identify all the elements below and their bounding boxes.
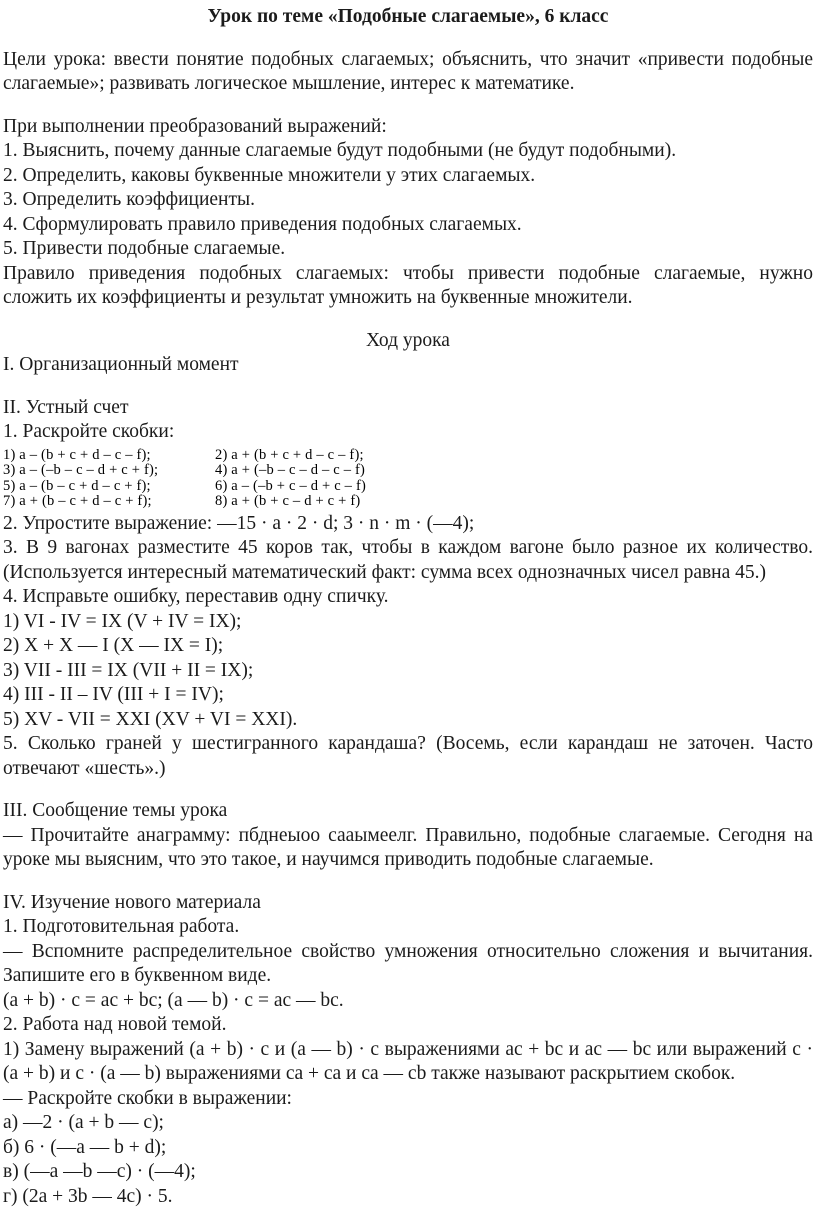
- bracket-exercise-6: 6) a – (–b + c – d + c – f): [215, 477, 367, 494]
- brackets-explanation: 1) Замену выражений (a + b) · c и (a — b) · c выражениями ac + bc и ac — bc или выражений c · (a + b) и c · (a — b) выражениями ca + ca и ca — cb также называют раскрытием скобок.: [3, 1038, 813, 1084]
- transformation-step-5: 5. Привести подобные слагаемые.: [3, 238, 286, 259]
- anagram-paragraph: — Прочитайте анаграмму: пбднеыоо сааымеелг. Правильно, подобные слагаемые. Сегодня на уроке мы выясним, что это такое, и научимся приводить подобные слагаемые.: [3, 824, 813, 870]
- task-2: 2. Упростите выражение: —15 · a · 2 · d; 3 · n · m · (—4);: [3, 512, 475, 534]
- distributive-formula: (a + b) · c = ac + bc; (a — b) · c = ac — bc.: [3, 989, 344, 1011]
- bracket-exercise-8: 8) a + (b + c – d + c + f): [215, 493, 361, 509]
- transformation-step-4: 4. Сформулировать правило приведения подобных слагаемых.: [3, 213, 522, 235]
- expression-v: в) (—a —b —c) · (—4);: [3, 1161, 196, 1182]
- bracket-exercise-3: 3) a – (–b – c – d + c + f);: [3, 462, 159, 478]
- prep-work-label: 1. Подготовительная работа.: [3, 916, 240, 937]
- matchstick-item-1: 1) VI - IV = IX (V + IV = IX);: [3, 610, 242, 632]
- bracket-exercises-grid: [3, 448, 435, 510]
- expand-brackets-prompt: — Раскройте скобки в выражении:: [3, 1087, 292, 1109]
- bracket-exercise-5: 5) a – (b – c + d – c + f);: [3, 477, 151, 494]
- transformation-step-2: 2. Определить, каковы буквенные множители у этих слагаемых.: [3, 164, 536, 186]
- matchstick-item-5: 5) XV - VII = XXI (XV + VI = XXI).: [3, 708, 298, 730]
- expression-g: г) (2a + 3b — 4c) · 5.: [3, 1185, 173, 1207]
- spacer: [3, 873, 813, 891]
- lesson-goals: Цели урока: ввести понятие подобных слагаемых; объяснить, что значит «привести подобные слагаемые»; развивать логическое мышление, интерес к математике.: [3, 48, 813, 94]
- spacer: [3, 97, 813, 115]
- new-topic-label: 2. Работа над новой темой.: [3, 1014, 227, 1035]
- rule-paragraph: Правило приведения подобных слагаемых: чтобы привести подобные слагаемые, нужно сложить их коэффициенты и результат умножить на буквенные множители.: [3, 262, 813, 308]
- task-1-label: 1. Раскройте скобки:: [3, 421, 175, 442]
- transformations-intro: При выполнении преобразований выражений:: [3, 115, 387, 137]
- stage-2-heading: II. Устный счет: [3, 396, 129, 418]
- task-3: 3. В 9 вагонах разместите 45 коров так, чтобы в каждом вагоне было разное их количество. (Используется интересный математический факт: сумма всех однозначных чисел равна 45.): [3, 537, 813, 583]
- spacer: [3, 378, 813, 396]
- transformation-step-1: 1. Выяснить, почему данные слагаемые будут подобными (не будут подобными).: [3, 140, 677, 161]
- stage-4-heading: IV. Изучение нового материала: [3, 891, 261, 913]
- stage-1-heading: I. Организационный момент: [3, 354, 239, 375]
- spacer: [3, 781, 813, 799]
- bracket-exercise-7: 7) a + (b – c + d – c + f);: [3, 493, 152, 509]
- bracket-exercise-4: 4) a + (–b – c – d – c – f): [215, 462, 366, 478]
- bracket-exercise-2: 2) a + (b + c + d – c – f);: [215, 446, 364, 463]
- expression-a: а) —2 · (a + b — c);: [3, 1112, 164, 1133]
- stage-3-heading: III. Сообщение темы урока: [3, 800, 228, 821]
- distributive-property-prompt: — Вспомните распределительное свойство умножения относительно сложения и вычитания. Запишите его в буквенном виде.: [3, 940, 813, 986]
- spacer: [3, 30, 813, 48]
- matchstick-item-3: 3) VII - III = IX (VII + II = IX);: [3, 659, 254, 681]
- matchstick-item-2: 2) X + X — I (X — IX = I);: [3, 635, 224, 656]
- bracket-exercise-1: 1) a – (b + c + d – c – f);: [3, 446, 151, 463]
- transformation-step-3: 3. Определить коэффициенты.: [3, 189, 255, 210]
- spacer: [3, 311, 813, 329]
- task-5: 5. Сколько граней у шестигранного карандаша? (Восемь, если карандаш не заточен. Часто отвечают «шесть».): [3, 733, 813, 779]
- expression-b: б) 6 · (—a — b + d);: [3, 1136, 167, 1158]
- doc-title: Урок по теме «Подобные слагаемые», 6 класс: [207, 6, 609, 27]
- task-4: 4. Исправьте ошибку, переставив одну спичку.: [3, 586, 389, 607]
- lesson-flow-heading: Ход урока: [366, 329, 450, 351]
- matchstick-item-4: 4) III - II – IV (III + I = IV);: [3, 684, 224, 705]
